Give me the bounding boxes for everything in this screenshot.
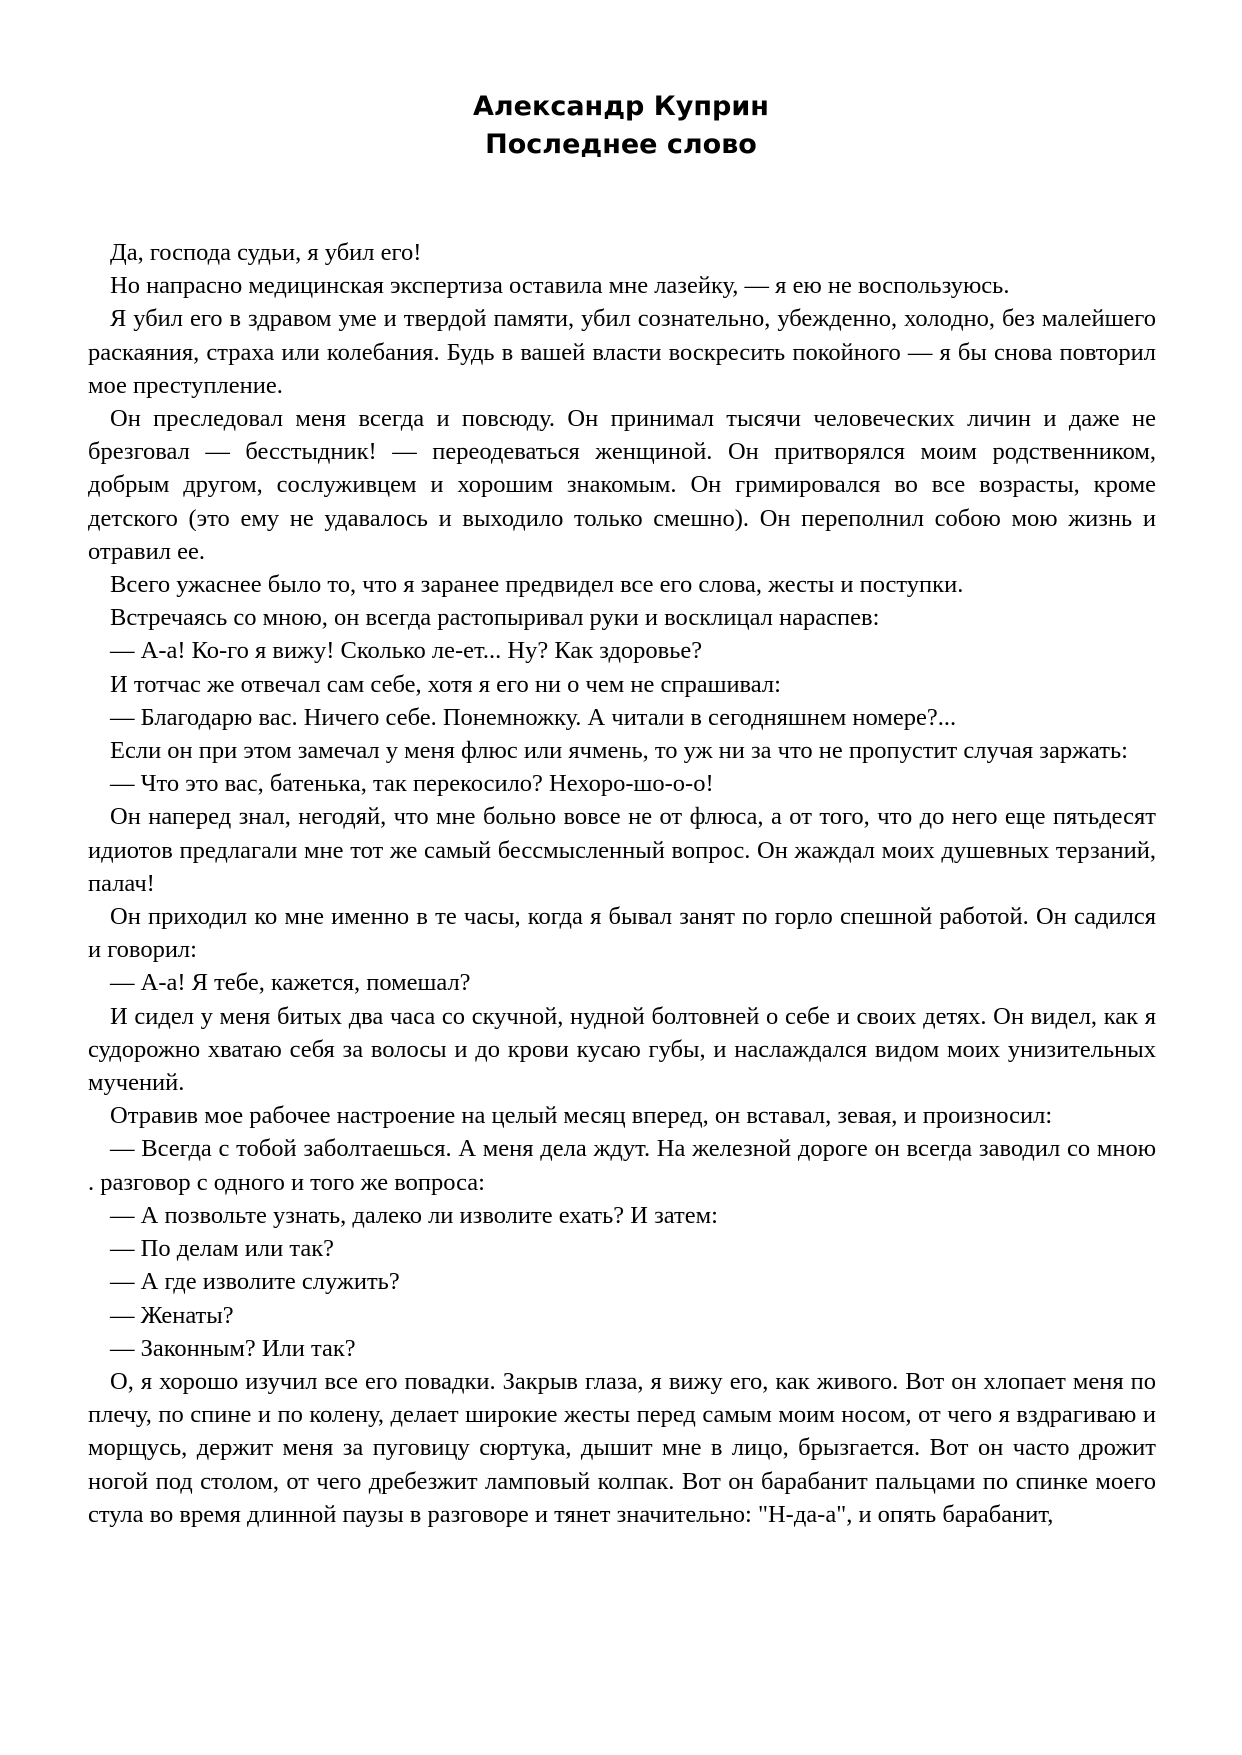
story-title: Последнее слово xyxy=(485,129,757,160)
document-header xyxy=(0,88,1242,164)
dialogue-line: — А-а! Я тебе, кажется, помешал? xyxy=(110,969,471,997)
dialogue-line: — Всегда с тобой заболтаешься. А меня дела ждут. На железной дороге он всегда заводил со мною . разговор с одного и того же вопроса: xyxy=(88,1135,1156,1196)
dialogue-line: — А-а! Ко-го я вижу! Сколько ле-ет... Ну? Как здоровье? xyxy=(110,637,703,665)
dialogue-line: — Женаты? xyxy=(110,1301,234,1329)
paragraph: Он преследовал меня всегда и повсюду. Он принимал тысячи человеческих личин и даже не брезговал — бесстыдник! — переодеваться женщиной. Он притворялся моим родственником, добрым другом, сослуживцем и хорошим знакомым. Он гримировался во все возрасты, кроме детского (это ему не удавалось и выходило только смешно). Он переполнил собою мою жизнь и отравил ее. xyxy=(88,405,1156,565)
paragraph: Если он при этом замечал у меня флюс или ячмень, то уж ни за что не пропустит случая заржать: xyxy=(110,737,1128,765)
paragraph: Но напрасно медицинская экспертиза оставила мне лазейку, — я ею не воспользуюсь. xyxy=(110,272,1010,300)
paragraph: Всего ужаснее было то, что я заранее предвидел все его слова, жесты и поступки. xyxy=(110,571,964,599)
paragraph: Я убил его в здравом уме и твердой памяти, убил сознательно, убежденно, холодно, без малейшего раскаяния, страха или колебания. Будь в вашей власти воскресить покойного — я бы снова повторил мое преступление. xyxy=(88,305,1156,399)
paragraph: О, я хорошо изучил все его повадки. Закрыв глаза, я вижу его, как живого. Вот он хлопает меня по плечу, по спине и по колену, делает широкие жесты перед самым моим носом, от чего я вздрагиваю и морщусь, держит меня за пуговицу сюртука, дышит мне в лицо, брызгается. Вот он часто дрожит ногой под столом, от чего дребезжит ламповый колпак. Вот он барабанит пальцами по спинке моего стула во время длинной паузы в разговоре и тянет значительно: "Н-да-а", и опять барабанит, xyxy=(88,1367,1156,1528)
dialogue-line: — По делам или так? xyxy=(110,1235,334,1263)
dialogue-line: — Законным? Или так? xyxy=(110,1334,356,1362)
dialogue-line: — Что это вас, батенька, так перекосило? Нехоро-шо-о-о! xyxy=(110,770,714,798)
dialogue-line: — Благодарю вас. Ничего себе. Понемножку. А читали в сегодняшнем номере?... xyxy=(110,703,957,731)
paragraph: И сидел у меня битых два часа со скучной, нудной болтовней о себе и своих детях. Он видел, как я судорожно хватаю себя за волосы и до крови кусаю губы, и наслаждался видом моих унизительных мучений. xyxy=(88,1002,1156,1097)
paragraph: И тотчас же отвечал сам себе, хотя я его ни о чем не спрашивал: xyxy=(110,670,781,698)
paragraph: Он приходил ко мне именно в те часы, когда я бывал занят по горло спешной работой. Он садился и говорил: xyxy=(88,903,1156,964)
paragraph: Отравив мое рабочее настроение на целый месяц вперед, он вставал, зевая, и произносил: xyxy=(110,1102,1053,1130)
dialogue-line: — А где изволите служить? xyxy=(110,1268,400,1296)
paragraph: Да, господа судьи, я убил его! xyxy=(110,239,422,266)
paragraph: Встречаясь со мною, он всегда растопыривал руки и восклицал нараспев: xyxy=(110,604,880,632)
author-name: Александр Куприн xyxy=(473,91,769,122)
dialogue-line: — А позвольте узнать, далеко ли изволите ехать? И затем: xyxy=(110,1201,718,1229)
paragraph: Он наперед знал, негодяй, что мне больно вовсе не от флюса, а от того, что до него еще пятьдесят идиотов предлагали мне тот же самый бессмысленный вопрос. Он жаждал моих душевных терзаний, палач! xyxy=(88,803,1156,897)
story-text xyxy=(88,236,1156,1531)
